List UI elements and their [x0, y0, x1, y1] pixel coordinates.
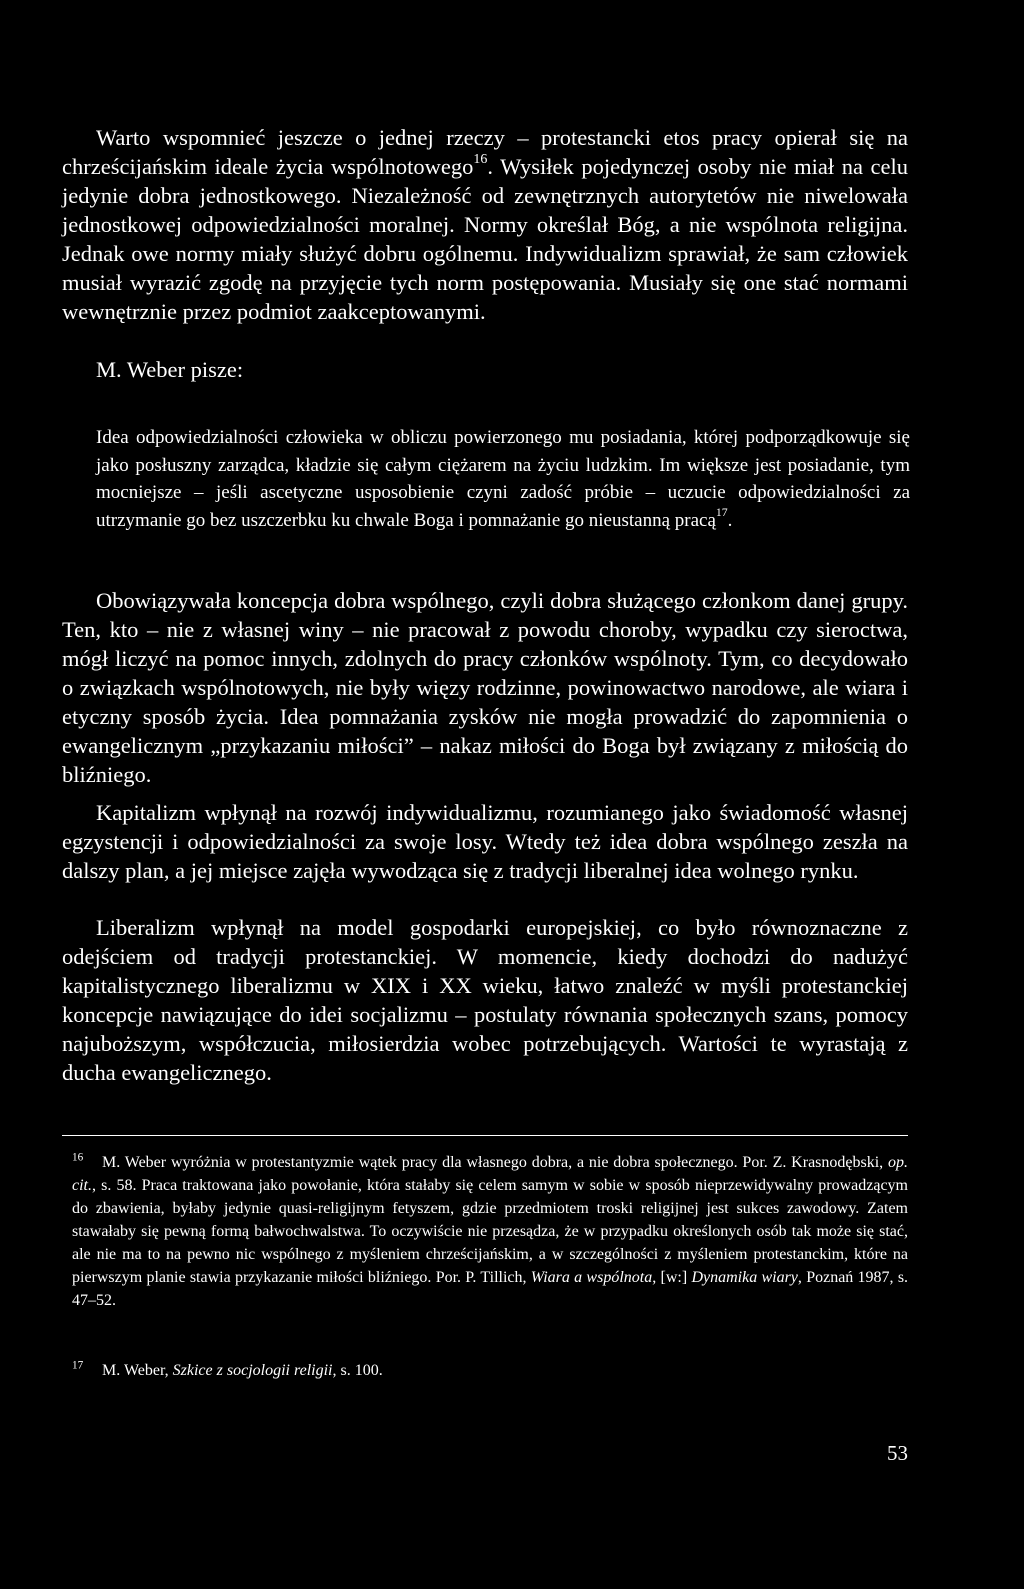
paragraph-text: . Wysiłek pojedynczej osoby nie miał na celu jedynie dobra jednostkowego. Niezależność od zewnętrznych autorytetów nie niwelowała jednostkowej odpowiedzialności moralnej. Normy określał Bóg, a nie wspólnota religijna. Jednak owe normy miały służyć dobru ogólnemu. Indywidualizm sprawiał, że sam człowiek musiał wyrazić zgodę na przyjęcie tych norm postępowania. Musiały się one stać normami wewnętrznie przez podmiot zaakceptowanymi.	[62, 154, 909, 324]
footnote-italic: Dynamika wiary	[691, 1269, 798, 1286]
footnote-text: , s. 100.	[332, 1362, 383, 1379]
footnote-17	[72, 1359, 908, 1382]
paragraph-capitalism	[62, 798, 908, 885]
footnote-italic: Wiara a wspólnota	[530, 1269, 653, 1286]
paragraph-text: Kapitalizm wpłynął na rozwój indywidualizmu, rozumianego jako świadomość własnej egzystencji i odpowiedzialności za swoje losy. Wtedy też idea dobra wspólnego zeszła na dalszy plan, a jej miejsce zajęła wywodząca się z tradycji liberalnej idea wolnego rynku.	[62, 800, 908, 883]
footnote-marker: 17	[72, 1359, 84, 1372]
paragraph-liberalism	[62, 913, 908, 1087]
footnote-italic: op. cit.	[72, 1154, 908, 1194]
footnote-ref-17[interactable]: 17	[715, 506, 728, 520]
footnote-separator	[62, 1135, 908, 1136]
paragraph-common-good	[62, 586, 908, 789]
paragraph-text: Obowiązywała koncepcja dobra wspólnego, czyli dobra służącego członkom danej grupy. Ten, kto – nie z własnej winy – nie pracował z powodu choroby, wypadku czy sieroctwa, mógł liczyć na pomoc innych, zdolnych do pracy członków wspólnoty. Tym, co decydowało o związkach wspólnotowych, nie były więzy rodzinne, powinowactwo narodowe, ale wiara i etyczny sposób życia. Idea pomnażania zysków nie mogła prowadzić do zapomnienia o ewangelicznym „przykazaniu miłości” – nakaz miłości do Boga był związany z miłością do bliźniego.	[62, 588, 908, 787]
footnote-ref-16[interactable]: 16	[473, 152, 488, 168]
footnote-text: , s. 58. Praca traktowana jako powołanie, która stałaby się celem samym w sobie w sposób nieprzewidywalny prowadzącym do zbawienia, byłaby jedynie quasi-religijnym fetyszem, gdzie przedmiotem troski religijnej jest sukces zawodowy. Zatem stawałaby się pewną formą bałwochwalstwa. To oczywiście nie przesądza, że w przypadku określonych osób tak może się stać, ale nie ma to na pewno nic wspólnego z myśleniem chrześcijańskim, a w szczególności z myśleniem protestanckim, które na pierwszym planie stawia przykazanie miłości bliźniego. Por. P. Tillich,	[72, 1177, 908, 1286]
footnote-marker: 16	[72, 1151, 84, 1164]
footnote-16	[72, 1151, 908, 1312]
footnote-text: , Poznań 1987, s. 47–52.	[72, 1269, 909, 1309]
quote-text: Idea odpowiedzialności człowieka w obliczu powierzonego mu posiadania, której podporządkowuje się jako posłuszny zarządca, kładzie się całym ciężarem na życiu ludzkim. Im większe jest posiadanie, tym mocniejsze – jeśli ascetyczne usposobienie czyni zadość próbie – uczucie odpowiedzialności za utrzymanie go bez uszczerbku ku chwale Boga i pomnażanie go nieustanną pracą	[96, 427, 910, 531]
paragraph-protestant-ethos	[62, 123, 908, 326]
paragraph-text: Liberalizm wpłynął na model gospodarki europejskiej, co było równoznaczne z odejściem od tradycji protestanckiej. W momencie, kiedy dochodzi do nadużyć kapitalistycznego liberalizmu w XIX i XX wieku, łatwo znaleźć w myśli protestanckiej koncepcje nawiązujące do idei socjalizmu – postulaty równania społecznych szans, pomocy najuboższym, współczucia, miłosierdzia wobec potrzebujących. Wartości te wyrastają z ducha ewangelicznego.	[62, 915, 908, 1085]
footnote-italic: Szkice z socjologii religii	[172, 1362, 333, 1379]
paragraph-text: Warto wspomnieć jeszcze o jednej rzeczy – protestancki etos pracy opierał się na chrześcijańskim ideale życia wspólnotowego	[62, 125, 908, 179]
block-quote	[96, 424, 910, 534]
footnote-text: , [w:]	[652, 1269, 692, 1286]
page-number: 53	[887, 1441, 908, 1465]
quote-lead: M. Weber pisze:	[96, 357, 244, 382]
footnote-text: M. Weber wyróżnia w protestantyzmie wątek pracy dla własnego dobra, a nie dobra społecznego. Por. Z. Krasnodębski,	[102, 1154, 888, 1171]
footnote-text: M. Weber,	[102, 1362, 173, 1379]
quote-end: .	[727, 509, 733, 531]
